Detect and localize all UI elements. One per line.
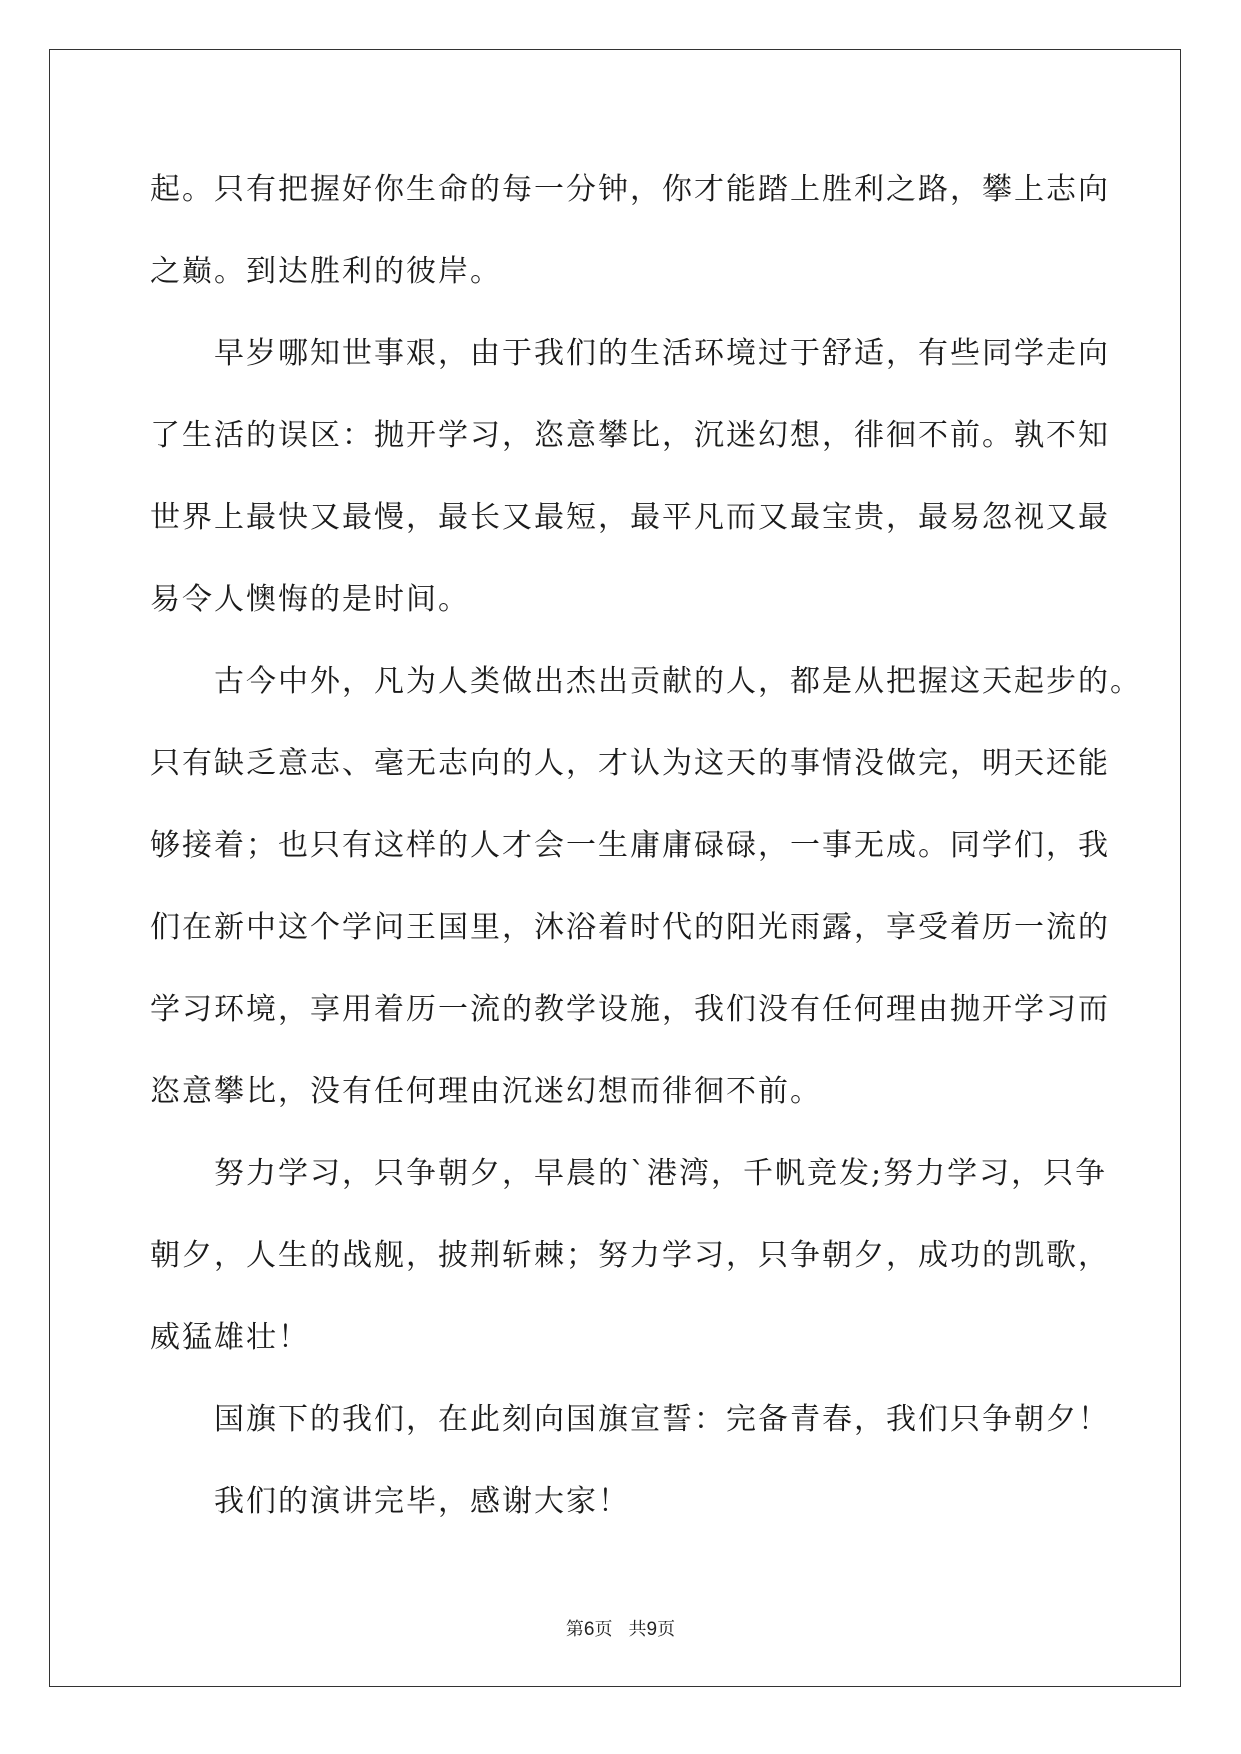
text-line: 世界上最快又最慢，最长又最短，最平凡而又最宝贵，最易忽视又最	[150, 500, 1110, 535]
text-line: 朝夕，人生的战舰，披荆斩棘；努力学习，只争朝夕，成功的凯歌，	[150, 1238, 1110, 1273]
text-line: 恣意攀比，没有任何理由沉迷幻想而徘徊不前。	[150, 1074, 822, 1109]
text-line: 们在新中这个学问王国里，沐浴着时代的阳光雨露，享受着历一流的	[150, 910, 1110, 945]
text-line: 易令人懊悔的是时间。	[150, 582, 470, 617]
text-line: 学习环境，享用着历一流的教学设施，我们没有任何理由抛开学习而	[150, 992, 1110, 1027]
text-line: 之巅。到达胜利的彼岸。	[150, 254, 502, 289]
text-line: 了生活的误区：抛开学习，恣意攀比，沉迷幻想，徘徊不前。孰不知	[150, 418, 1110, 453]
paragraph-start: 我们的演讲完毕，感谢大家！	[214, 1484, 630, 1519]
paragraph-start: 努力学习，只争朝夕，早晨的`港湾，千帆竞发;努力学习，只争	[214, 1156, 1108, 1191]
paragraph-start: 古今中外，凡为人类做出杰出贡献的人，都是从把握这天起步的。	[214, 664, 1142, 699]
text-line: 够接着；也只有这样的人才会一生庸庸碌碌，一事无成。同学们，我	[150, 828, 1110, 863]
paragraph-start: 早岁哪知世事艰，由于我们的生活环境过于舒适，有些同学走向	[214, 336, 1110, 371]
page-total: 共9页	[628, 1619, 676, 1640]
text-line: 威猛雄壮！	[150, 1320, 310, 1355]
document-body	[150, 160, 1142, 1554]
paragraph-start: 国旗下的我们，在此刻向国旗宣誓：完备青春，我们只争朝夕！	[214, 1402, 1110, 1437]
text-line: 起。只有把握好你生命的每一分钟，你才能踏上胜利之路，攀上志向	[150, 172, 1110, 207]
page-number: 第6页	[565, 1619, 613, 1640]
page-footer	[0, 1618, 1241, 1642]
text-line: 只有缺乏意志、毫无志向的人，才认为这天的事情没做完，明天还能	[150, 746, 1110, 781]
